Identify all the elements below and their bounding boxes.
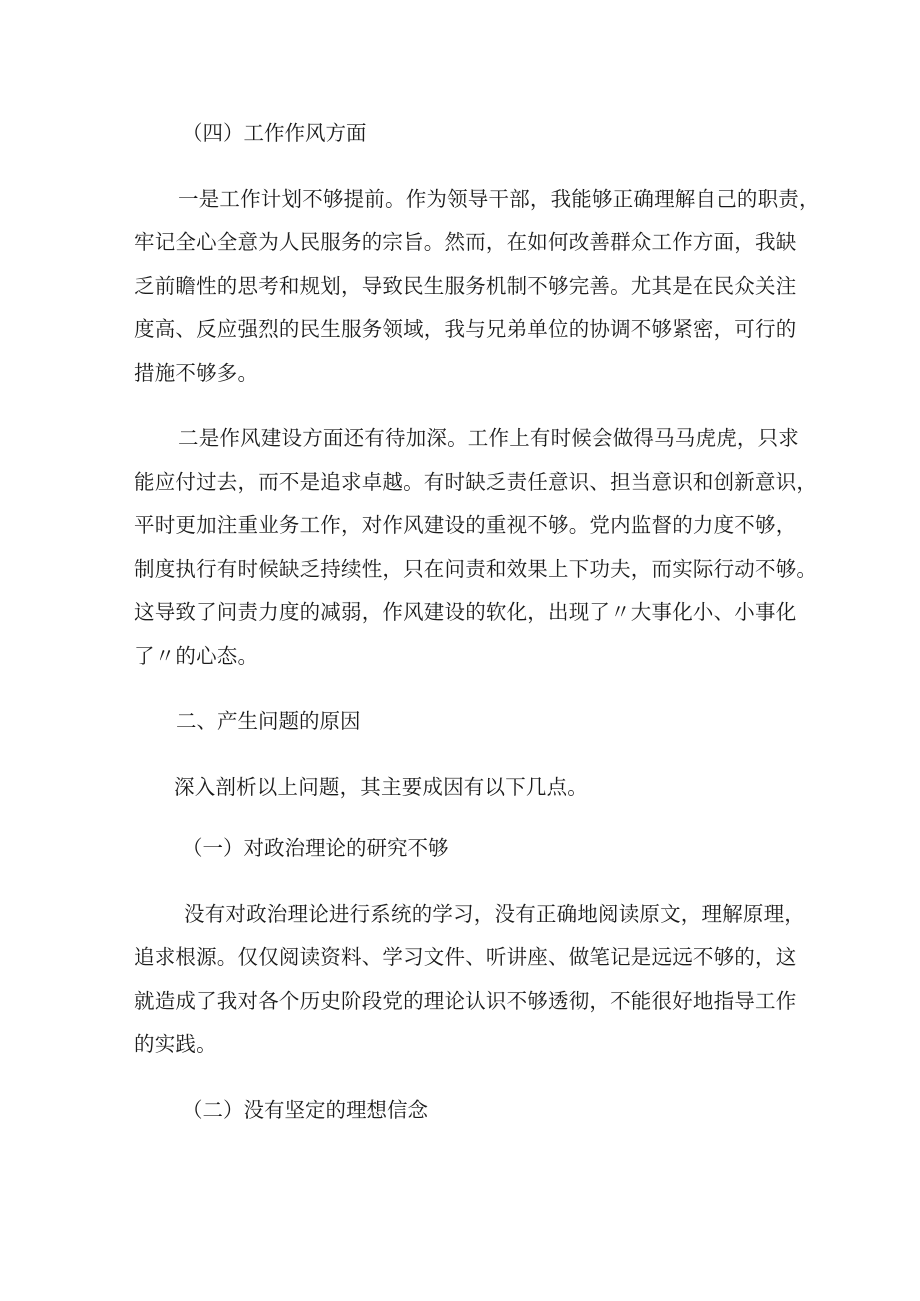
text-line: 度高、反应强烈的民生服务领域，我与兄弟单位的协调不够紧密，可行的 [134, 317, 797, 341]
text-line: 能应付过去，而不是追求卓越。有时缺乏责任意识、担当意识和创新意识， [134, 469, 818, 494]
text-line: 一是工作计划不够提前。作为领导干部，我能够正确理解自己的职责， [178, 186, 820, 211]
paragraph-theory [134, 893, 805, 1067]
subsection-heading-ideals: （二）没有坚定的理想信念 [182, 1097, 428, 1122]
text-line: 措施不够多。 [134, 360, 259, 385]
text-line: 牢记全心全意为人民服务的宗旨。然而，在如何改善群众工作方面，我缺 [134, 230, 797, 254]
text-line: 平时更加注重业务工作，对作风建设的重视不够。党内监督的力度不够， [134, 513, 797, 537]
text-line: 制度执行有时候缺乏持续性，只在问责和效果上下功夫，而实际行动不够。 [134, 556, 818, 581]
section-heading-work-style: （四）工作作风方面 [182, 121, 367, 145]
text-line: 二是作风建设方面还有待加深。工作上有时候会做得马马虎虎，只求 [178, 426, 799, 450]
section-heading-causes: 二、产生问题的原因 [176, 709, 361, 733]
text-line: 乏前瞻性的思考和规划，导致民生服务机制不够完善。尤其是在民众关注 [134, 273, 797, 298]
subsection-heading-theory: （一）对政治理论的研究不够 [182, 836, 449, 860]
text-line: 这导致了问责力度的减弱，作风建设的软化，出现了〃大事化小、小事化 [134, 600, 797, 624]
text-line: 的实践。 [134, 1032, 217, 1056]
paragraph-work-plan [134, 178, 820, 396]
text-line: 就造成了我对各个历史阶段党的理论认识不够透彻，不能很好地指导工作 [134, 988, 797, 1013]
text-line: 了〃的心态。 [134, 643, 259, 668]
intro-text: 深入剖析以上问题，其主要成因有以下几点。 [174, 774, 588, 799]
paragraph-style-building [134, 417, 818, 678]
text-line: 没有对政治理论进行系统的学习，没有正确地阅读原文，理解原理， [184, 901, 805, 926]
text-line: 追求根源。仅仅阅读资料、学习文件、听讲座、做笔记是远远不够的，这 [134, 945, 797, 969]
document-body [134, 112, 820, 1132]
